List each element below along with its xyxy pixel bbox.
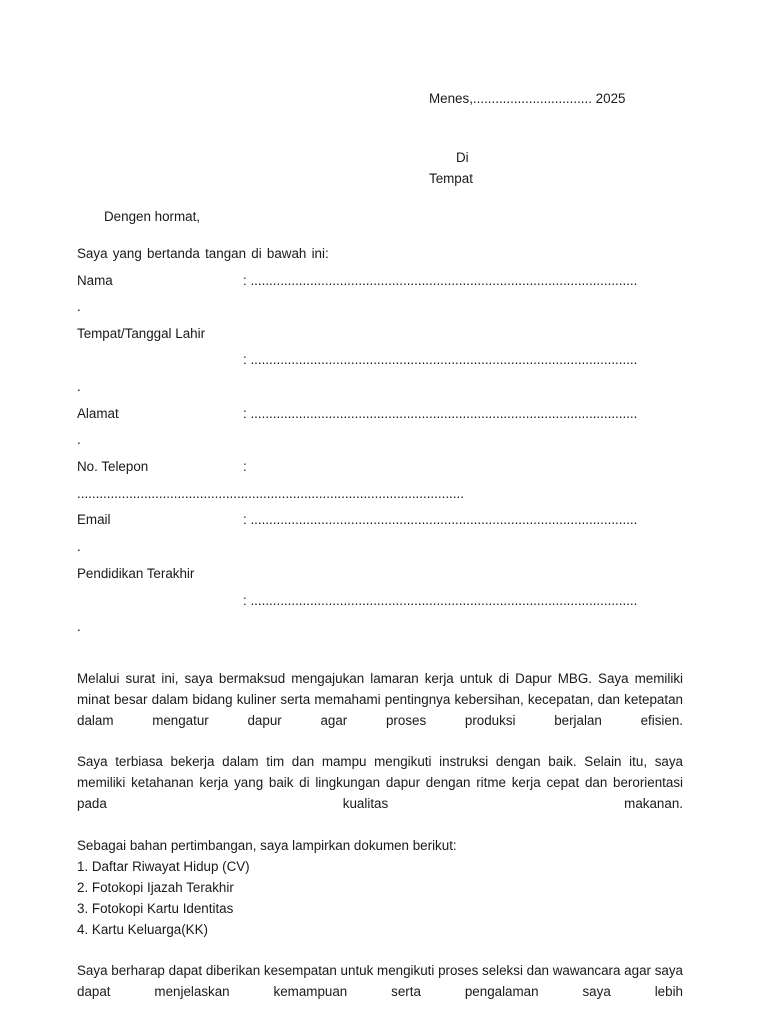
field-value-nama: : ........................................................................................................ bbox=[243, 273, 638, 288]
place-date: Menes,................................ 2025 bbox=[429, 91, 626, 106]
field-label-ttl: Tempat/Tanggal Lahir bbox=[77, 326, 206, 341]
attachment-item: 2. Fotokopi Ijazah Terakhir bbox=[77, 880, 234, 895]
attachment-item: 3. Fotokopi Kartu Identitas bbox=[77, 901, 234, 916]
attachment-item: 1. Daftar Riwayat Hidup (CV) bbox=[77, 859, 250, 874]
field-value-pendidikan: : ........................................................................................................ bbox=[243, 593, 638, 608]
field-label-nama: Nama bbox=[77, 273, 113, 288]
paragraph-skills: Saya terbiasa bekerja dalam tim dan mampu mengikuti instruksi dengan baik. Selain itu, saya memiliki ketahanan kerja yang baik di lingkungan dapur dengan ritme kerja cepat dan berorientasi pada kualitas makanan. bbox=[77, 754, 683, 811]
field-value-ttl: : ........................................................................................................ bbox=[243, 352, 638, 367]
field-label-alamat: Alamat bbox=[77, 406, 119, 421]
paragraph-closing: Saya berharap dapat diberikan kesempatan untuk mengikuti proses seleksi dan wawancara agar saya dapat menjelaskan kemampuan serta pengalaman saya lebih bbox=[77, 963, 683, 999]
intro-line: Saya yang bertanda tangan di bawah ini: bbox=[77, 246, 329, 261]
field-value-alamat: : ........................................................................................................ bbox=[243, 406, 638, 421]
paragraph-application: Melalui surat ini, saya bermaksud mengajukan lamaran kerja untuk di Dapur MBG. Saya memiliki minat besar dalam bidang kuliner serta memahami pentingnya kebersihan, kecepatan, dan ketepatan dalam mengatur dapur agar proses produksi berjalan efisien. bbox=[77, 671, 683, 728]
field-wrap-nama: . bbox=[77, 299, 81, 314]
field-wrap-email: . bbox=[77, 539, 81, 554]
attachment-item: 4. Kartu Keluarga(KK) bbox=[77, 922, 208, 937]
field-wrap-telepon: ........................................................................................................ bbox=[77, 486, 464, 501]
greeting: Dengen hormat, bbox=[104, 209, 201, 224]
field-label-pendidikan: Pendidikan Terakhir bbox=[77, 566, 195, 581]
recipient-di: Di bbox=[456, 150, 469, 165]
field-value-telepon: : bbox=[243, 459, 247, 474]
recipient-place: Tempat bbox=[429, 171, 473, 186]
field-wrap-alamat: . bbox=[77, 432, 81, 447]
field-wrap-ttl: . bbox=[77, 379, 81, 394]
field-label-telepon: No. Telepon bbox=[77, 459, 149, 474]
field-wrap-pendidikan: . bbox=[77, 619, 81, 634]
field-value-email: : ........................................................................................................ bbox=[243, 512, 638, 527]
field-label-email: Email bbox=[77, 512, 111, 527]
attachments-intro: Sebagai bahan pertimbangan, saya lampirkan dokumen berikut: bbox=[77, 838, 457, 853]
